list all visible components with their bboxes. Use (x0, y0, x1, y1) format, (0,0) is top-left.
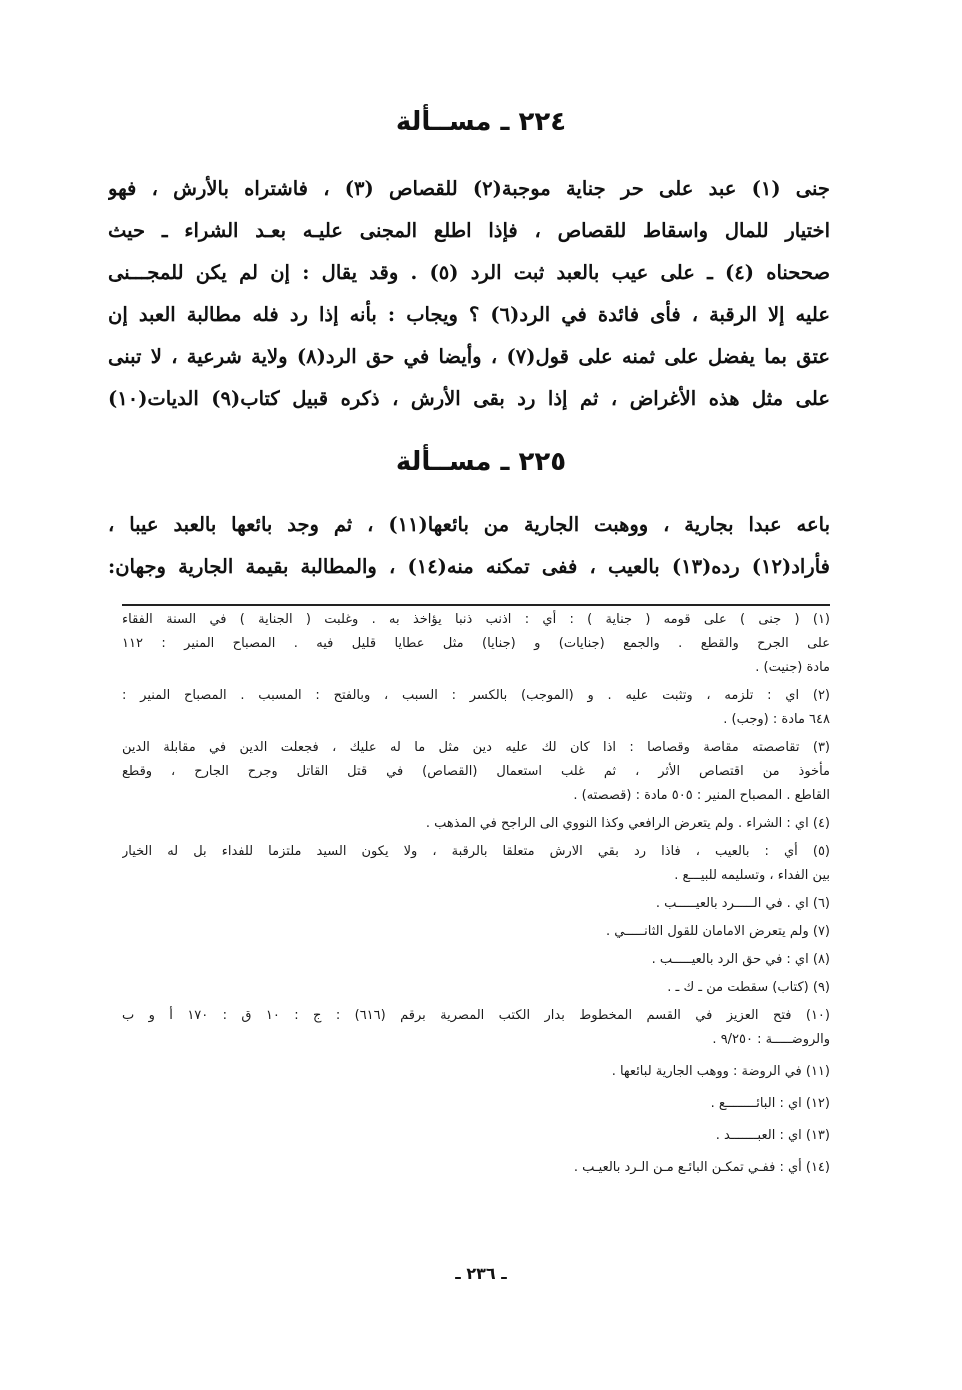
footnote-line: (٧) ولم يتعرض الامامان للقول الثانـــــي . (605, 924, 830, 939)
footnote-10 (122, 1004, 830, 1052)
footnote-line: مادة (جنيت) . (755, 660, 830, 675)
footnote-line: على الجرح والقطع . والجمع (جنايات) و (جنايا) مثل عطايا قليل فيه . المصباح المنير : ١١٢ (122, 636, 830, 651)
footnote-line: (١٢) اي : البائــــــــع . (710, 1096, 830, 1111)
section-heading-224: ٢٢٤ ـ مســألة (395, 107, 567, 137)
body-line: عتق بما يفضل على ثمنه على قول(٧) ، وأيضا في حق الرد(٨) ولاية شرعية ، لا تبنى (108, 345, 830, 368)
footnote-line: (١٤) أي : ففـي تمكـن البائـع مـن الـرد بالعيـب . (573, 1160, 830, 1175)
footnote-line: مأخوذ من اقتصاص الأثر ، ثم غلب استعمال (القصاص) في قتل القاتل وجرح الجارح ، وقطع (122, 764, 830, 779)
footnote-line: (٩) (كتاب) سقطت من ـ ك ـ . (667, 980, 830, 995)
body-line: عليه إلا الرقبة ، فأى فائدة في الرد(٦) ؟ ويجاب : بأنه إذا رد فله مطالبة العبد إن (108, 303, 830, 326)
footnote-line: (٦) اي . في الـــــرد بالعيـــــب . (655, 896, 830, 911)
footnote-line: ٦٤٨ مادة : (وجب) . (723, 712, 830, 727)
footnote-6 (122, 892, 830, 916)
footnote-8 (122, 948, 830, 972)
footnote-line: والروضـــــة : ٩/٢٥٠ . (712, 1032, 830, 1047)
footnote-13 (122, 1124, 830, 1148)
body-line: باعه عبدا بجارية ، ووهبت الجارية من بائعها(١١) ، ثم وجد بائعها بالعبد عيبا ، (108, 513, 830, 536)
section-heading-225: ٢٢٥ ـ مســألة (395, 447, 567, 477)
body-line: على مثل هذه الأغراض ، ثم إذا رد بقى الأرش ، ذكره قبيل كتاب(٩) الديات(١٠) (108, 387, 830, 410)
footnote-line: (٤) اي : الشراء . ولم يتعرض الرافعي وكذا النووي الى الراجح في المذهب . (425, 816, 830, 831)
footnote-line: بين الفداء ، وتسليمه للبيـــع . (674, 868, 830, 883)
footnote-9 (122, 976, 830, 1000)
page-number: ـ ٢٣٦ ـ (455, 1264, 507, 1283)
footnote-line: القاطع . المصباح المنير : ٥٠٥ مادة : (قصصته) . (573, 788, 830, 803)
footnote-11 (122, 1060, 830, 1084)
section-225-body (108, 504, 830, 588)
footnote-line: (٢) اي : تلزمه ، وتثبت عليه . و (الموجب) بالكسر : السبب ، وبالفتح : المسبب . المصباح المنير : (122, 688, 830, 703)
body-line: اختيار للمال واسقاط للقصاص ، فإذا اطلع المجنى عليـه بعـد الشراء ـ حيث (108, 219, 830, 242)
footnote-3 (122, 736, 830, 808)
body-line: فأراد(١٢) رده(١٣) بالعيب ، ففى تمكنه منه(١٤) ، والمطالبة بقيمة الجارية وجهان: (108, 555, 830, 578)
footnote-line: (١١) في الروضة : ووهب الجارية لبائعها . (611, 1064, 830, 1079)
footnote-line: (٥) أي : بالعيب ، فاذا رد بقي الارش متعلقا بالرقبة ، ولا يكون السيد ملتزما للفداء بل له الخيار (122, 844, 830, 859)
footnote-divider (122, 604, 830, 606)
body-line: صححناه (٤) ـ على عيب بالعبد ثبت الرد (٥) . وقد يقال : إن لم يكن للمجـــنى (108, 261, 830, 284)
footnote-12 (122, 1092, 830, 1116)
footnote-7 (122, 920, 830, 944)
footnote-line: (١٠) فتح العزيز في القسم المخطوط بدار الكتب المصرية برقم (٦١٦) : ج : ١٠ ق : ١٧٠ أ و ب (122, 1008, 830, 1023)
footnote-4 (122, 812, 830, 836)
footnote-line: (١٣) اي : العبـــــــد . (715, 1128, 830, 1143)
footnote-5 (122, 840, 830, 888)
footnote-line: (٣) تقاصصته مقاصة وقصاصا : اذا كان لك عليه دين مثل ما له عليك ، فجعلت الدين في مقابلة الدين (122, 740, 830, 755)
footnote-2 (122, 684, 830, 732)
footnote-line: (١) ( جنى ) على قومه ( جناية ) : أي : اذنب ذنبا يؤاخذ به . وغلبت ( الجناية ) في السنة الفقاء (122, 612, 830, 627)
body-line: جنى (١) عبد على حر جناية موجبة(٢) للقصاص (٣) ، فاشتراه بالأرش ، فهو (108, 177, 830, 200)
footnotes (122, 608, 830, 1180)
footnote-14 (122, 1156, 830, 1180)
footnote-line: (٨) اي : في حق الرد بالعيـــــب . (651, 952, 830, 967)
section-224-body (108, 168, 830, 420)
footnote-1 (122, 608, 830, 680)
